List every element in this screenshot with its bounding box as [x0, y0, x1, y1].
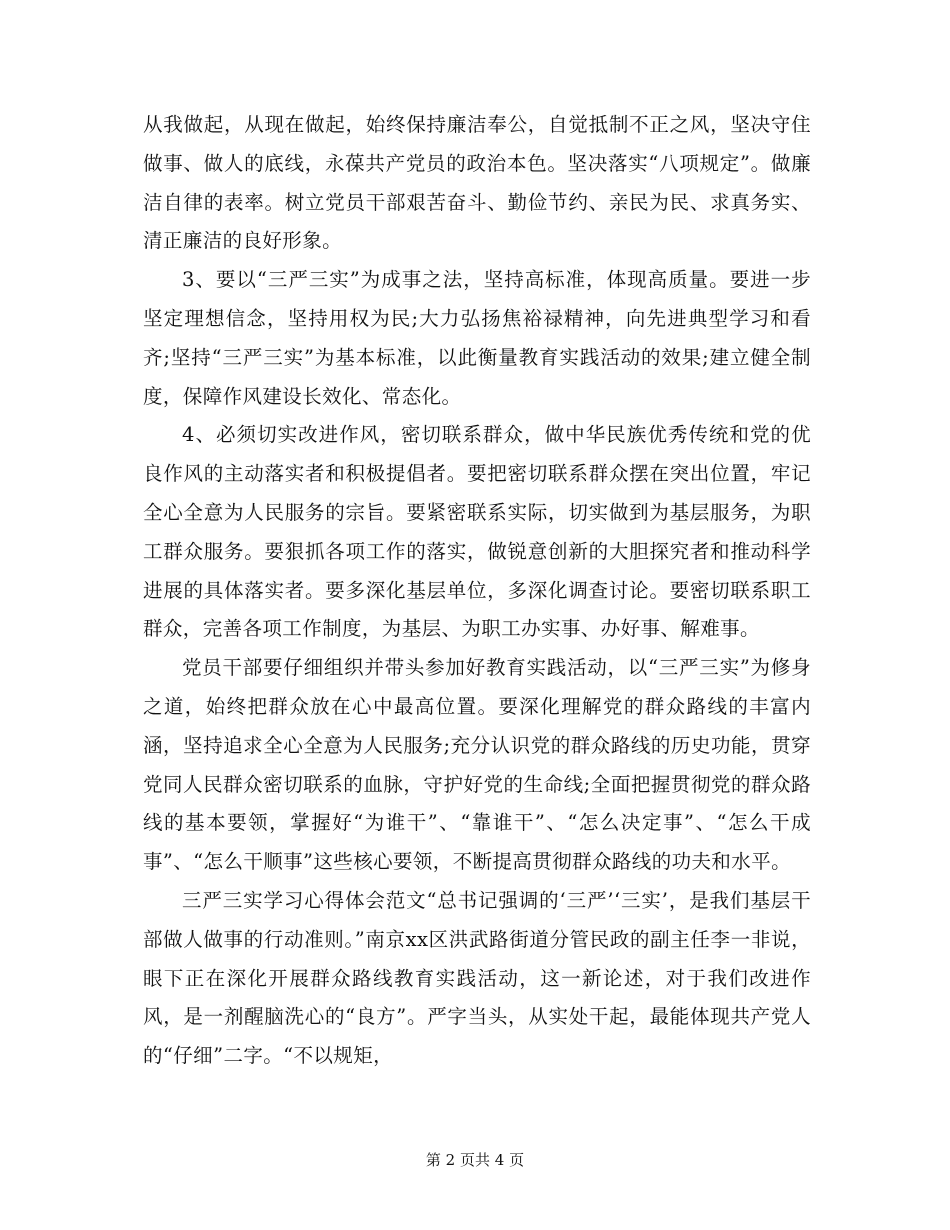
paragraph-2: 3、要以“三严三实”为成事之法，坚持高标准，体现高质量。要进一步坚定理想信念，坚持用权为民;大力弘扬焦裕禄精神，向先进典型学习和看齐;坚持“三严三实”为基本标准，以此衡量教育实践活动的效果;建立健全制度，保障作风建设长效化、常态化。: [143, 268, 811, 408]
page-number-footer: 第 2 页共 4 页: [425, 1151, 525, 1169]
paragraph-3: 4、必须切实改进作风，密切联系群众，做中华民族优秀传统和党的优良作风的主动落实者和积极提倡者。要把密切联系群众摆在突出位置，牢记全心全意为人民服务的宗旨。要紧密联系实际，切实做到为基层服务，为职工群众服务。要狠抓各项工作的落实，做锐意创新的大胆探究者和推动科学进展的具体落实者。要多深化基层单位，多深化调查讨论。要密切联系职工群众，完善各项工作制度，为基层、为职工办实事、办好事、解难事。: [143, 423, 811, 641]
paragraph-4: 党员干部要仔细组织并带头参加好教育实践活动，以“三严三实”为修身之道，始终把群众放在心中最高位置。要深化理解党的群众路线的丰富内涵，坚持追求全心全意为人民服务;充分认识党的群众路线的历史功能，贯穿党同人民群众密切联系的血脉，守护好党的生命线;全面把握贯彻党的群众路线的基本要领，掌握好“为谁干”、“靠谁干”、“怎么决定事”、“怎么干成事”、“怎么干顺事”这些核心要领，不断提高贯彻群众路线的功夫和水平。: [143, 656, 811, 874]
paragraph-1: 从我做起，从现在做起，始终保持廉洁奉公，自觉抵制不正之风，坚决守住做事、做人的底线，永葆共产党员的政治本色。坚决落实“八项规定”。做廉洁自律的表率。树立党员干部艰苦奋斗、勤俭节约、亲民为民、求真务实、清正廉洁的良好形象。: [143, 113, 811, 253]
paragraph-5: 三严三实学习心得体会范文“总书记强调的‘三严’‘三实’，是我们基层干部做人做事的行动准则。”南京xx区洪武路街道分管民政的副主任李一非说，眼下正在深化开展群众路线教育实践活动，这一新论述，对于我们改进作风，是一剂醒脑洗心的“良方”。严字当头，从实处干起，最能体现共产党人的“仔细”二字。“不以规矩，: [143, 888, 811, 1068]
document-body: [143, 106, 811, 1076]
